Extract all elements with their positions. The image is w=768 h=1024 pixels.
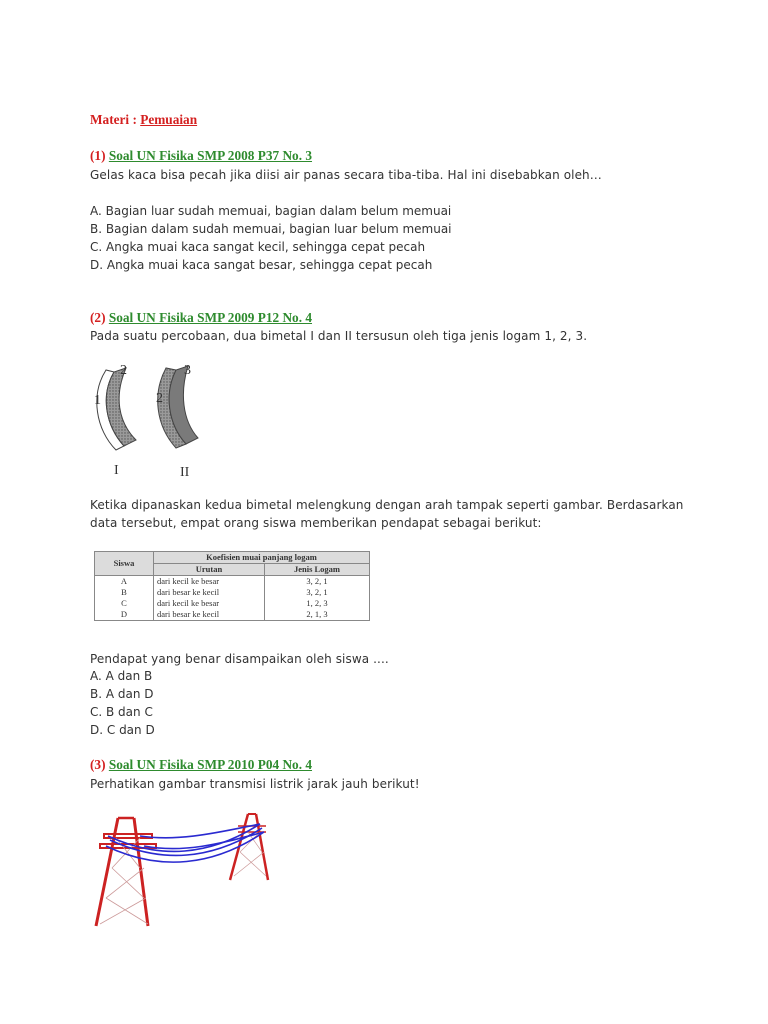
materi-heading bbox=[90, 112, 197, 128]
header-urutan: Urutan bbox=[154, 564, 265, 576]
materi-label: Materi : bbox=[90, 112, 141, 127]
q1-source-link[interactable]: Soal UN Fisika SMP 2008 P37 No. 3 bbox=[108, 148, 313, 163]
cell-jenis: 1, 2, 3 bbox=[265, 598, 370, 609]
cell-jenis: 2, 1, 3 bbox=[265, 609, 370, 621]
q3-source-link[interactable]: Soal UN Fisika SMP 2010 P04 No. 4 bbox=[108, 757, 313, 772]
transmission-figure bbox=[90, 808, 280, 930]
cell-siswa: C bbox=[95, 598, 154, 609]
cell-urutan: dari kecil ke besar bbox=[154, 576, 265, 588]
header-jenis-logam: Jenis Logam bbox=[265, 564, 370, 576]
q2-paragraph-line-2: data tersebut, empat orang siswa memberikan pendapat sebagai berikut: bbox=[90, 516, 542, 530]
bimetal-2-label-2: 2 bbox=[156, 391, 163, 406]
cell-siswa: D bbox=[95, 609, 154, 621]
q1-number: (1) bbox=[90, 148, 109, 163]
q3-number: (3) bbox=[90, 757, 109, 772]
table-header-row bbox=[95, 552, 370, 564]
q1-heading bbox=[90, 148, 312, 164]
cell-urutan: dari besar ke kecil bbox=[154, 609, 265, 621]
q2-option-c: C. B dan C bbox=[90, 705, 153, 719]
cell-urutan: dari besar ke kecil bbox=[154, 587, 265, 598]
q2-question: Pada suatu percobaan, dua bimetal I dan II tersusun oleh tiga jenis logam 1, 2, 3. bbox=[90, 329, 588, 343]
q3-heading bbox=[90, 757, 312, 773]
q2-option-a: A. A dan B bbox=[90, 669, 153, 683]
right-tower bbox=[230, 814, 268, 880]
cell-jenis: 3, 2, 1 bbox=[265, 587, 370, 598]
q2-prompt: Pendapat yang benar disampaikan oleh siswa .... bbox=[90, 652, 389, 666]
q2-source-link[interactable]: Soal UN Fisika SMP 2009 P12 No. 4 bbox=[108, 310, 313, 325]
table-row bbox=[95, 576, 370, 588]
q2-number: (2) bbox=[90, 310, 109, 325]
q2-option-b: B. A dan D bbox=[90, 687, 154, 701]
table-row bbox=[95, 609, 370, 621]
cell-siswa: B bbox=[95, 587, 154, 598]
bimetal-1-caption: I bbox=[114, 463, 119, 478]
q1-option-c: C. Angka muai kaca sangat kecil, sehingga cepat pecah bbox=[90, 240, 426, 254]
header-koefisien: Koefisien muai panjang logam bbox=[154, 552, 370, 564]
header-siswa: Siswa bbox=[95, 552, 154, 576]
bimetal-1-label-1: 1 bbox=[94, 393, 101, 408]
left-tower bbox=[96, 818, 156, 926]
q3-question: Perhatikan gambar transmisi listrik jarak jauh berikut! bbox=[90, 777, 420, 791]
q1-option-a: A. Bagian luar sudah memuai, bagian dalam belum memuai bbox=[90, 204, 452, 218]
bimetal-2-caption: II bbox=[180, 465, 190, 480]
q2-heading bbox=[90, 310, 312, 326]
cell-urutan: dari kecil ke besar bbox=[154, 598, 265, 609]
q1-option-d: D. Angka muai kaca sangat besar, sehingga cepat pecah bbox=[90, 258, 433, 272]
q1-question: Gelas kaca bisa pecah jika diisi air panas secara tiba-tiba. Hal ini disebabkan oleh… bbox=[90, 168, 602, 182]
koefisien-table bbox=[94, 551, 370, 621]
materi-topic-link[interactable]: Pemuaian bbox=[140, 112, 198, 127]
bimetal-figure bbox=[88, 360, 218, 485]
cell-siswa: A bbox=[95, 576, 154, 588]
table-row bbox=[95, 587, 370, 598]
cell-jenis: 3, 2, 1 bbox=[265, 576, 370, 588]
q1-option-b: B. Bagian dalam sudah memuai, bagian luar belum memuai bbox=[90, 222, 452, 236]
table-row bbox=[95, 598, 370, 609]
bimetal-2-label-3: 3 bbox=[184, 363, 191, 378]
q2-option-d: D. C dan D bbox=[90, 723, 155, 737]
bimetal-1-label-2: 2 bbox=[120, 363, 127, 378]
q2-paragraph-line-1: Ketika dipanaskan kedua bimetal melengkung dengan arah tampak seperti gambar. Berdasarkan bbox=[90, 498, 684, 512]
